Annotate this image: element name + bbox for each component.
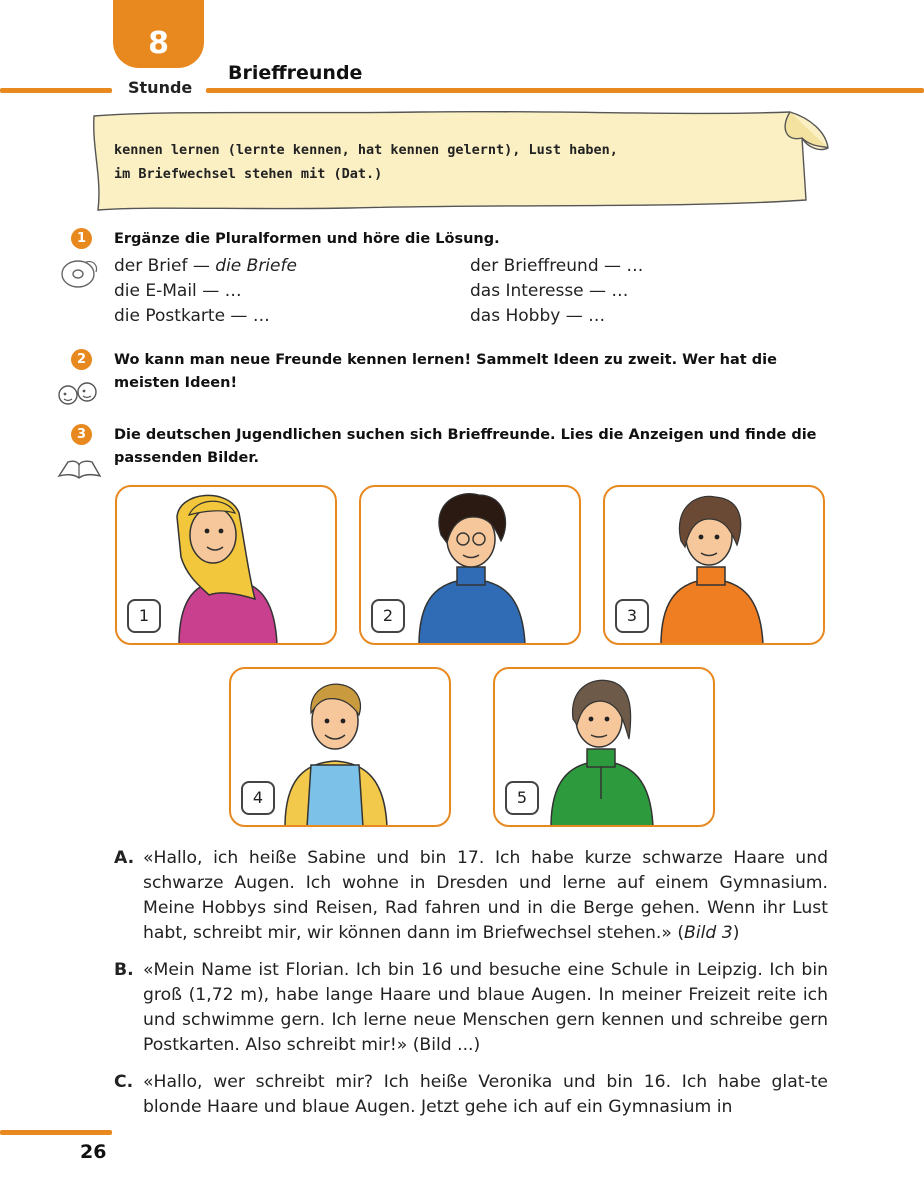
vocab-line-2: im Briefwechsel stehen mit (Dat.) <box>114 166 383 182</box>
ad-letter-c: C. <box>114 1072 134 1092</box>
task-1-number: 1 <box>71 228 92 249</box>
vocab-scroll-banner <box>90 108 830 214</box>
picture-box-3 <box>603 485 825 645</box>
lesson-number-tab: 8 <box>113 0 204 68</box>
ad-ref-a: Bild 3 <box>684 923 733 943</box>
cd-icon <box>58 256 100 290</box>
ad-a: A. «Hallo, ich heiße Sabine und bin 17. Ich habe kurze schwarze Haare und schwarze Augen. Ich wohne in Dresden und lerne auf einem Gymnasium. Meine Hobbys sind Reisen, Rad fahren und in die Berge gehen. Wenn ihr Lust habt, schreibt mir, wir können dann im Briefwechsel stehen.» (Bild 3) <box>114 848 828 943</box>
example-right-3: das Hobby — … <box>470 306 606 326</box>
example-left-1: der Brief — die Briefe <box>114 256 297 276</box>
picture-box-2 <box>359 485 581 645</box>
header-line-left <box>0 88 112 93</box>
example-left-2: die E-Mail — … <box>114 281 242 301</box>
task-2-number: 2 <box>71 349 92 370</box>
book-icon <box>56 456 102 482</box>
ad-text-c: «Hallo, wer schreibt mir? Ich heiße Veronika und bin 16. Ich habe glat-te blonde Haare und blaue Augen. Jetzt gehe ich auf ein Gymnasium in <box>143 1072 828 1117</box>
picture-box-1 <box>115 485 337 645</box>
example-right-1: der Brieffreund — … <box>470 256 644 276</box>
task-3-number: 3 <box>71 424 92 445</box>
pair-talk-icon <box>54 380 102 408</box>
picture-box-4 <box>229 667 451 827</box>
ad-letter-a: A. <box>114 848 135 868</box>
ad-c <box>114 1070 828 1120</box>
vocab-line-1: kennen lernen (lernte kennen, hat kennen gelernt), Lust haben, <box>114 142 618 158</box>
header-line-right <box>206 88 924 93</box>
picture-number-4: 4 <box>241 781 275 815</box>
picture-number-2: 2 <box>371 599 405 633</box>
task-2-instruction: Wo kann man neue Freunde kennen lernen! Sammelt Ideen zu zweit. Wer hat die meisten Ideen! <box>114 352 777 391</box>
picture-number-5: 5 <box>505 781 539 815</box>
picture-number-3: 3 <box>615 599 649 633</box>
lesson-label: Stunde <box>128 78 193 97</box>
ad-letter-b: B. <box>114 960 134 980</box>
ad-text-a: «Hallo, ich heiße Sabine und bin 17. Ich habe kurze schwarze Haare und schwarze Augen. Ich wohne in Dresden und lerne auf einem Gymnasium. Meine Hobbys sind Reisen, Rad fahren und in die Berge gehen. Wenn ihr Lust habt, schreibt mir, wir können dann im Briefwechsel stehen.» ( <box>143 848 828 943</box>
page-number: 26 <box>80 1141 107 1163</box>
picture-number-1: 1 <box>127 599 161 633</box>
page-title: Brieffreunde <box>228 62 363 84</box>
footer-line <box>0 1130 112 1135</box>
ad-text-b: «Mein Name ist Florian. Ich bin 16 und besuche eine Schule in Leipzig. Ich bin groß (1,72 m), habe lange Haare und blaue Augen. In meiner Freizeit reite ich und schwimme gern. Ich lerne neue Menschen gern kennen und schreibe gern Postkarten. Also schreibt mir!» (Bild ...) <box>143 960 828 1055</box>
task-3-instruction: Die deutschen Jugendlichen suchen sich Brieffreunde. Lies die Anzeigen und finde die passenden Bilder. <box>114 427 817 466</box>
example-left-3: die Postkarte — … <box>114 306 270 326</box>
ad-b <box>114 958 828 1058</box>
task-1-instruction: Ergänze die Pluralformen und höre die Lösung. <box>114 231 500 247</box>
picture-box-5 <box>493 667 715 827</box>
example-right-2: das Interesse — … <box>470 281 629 301</box>
